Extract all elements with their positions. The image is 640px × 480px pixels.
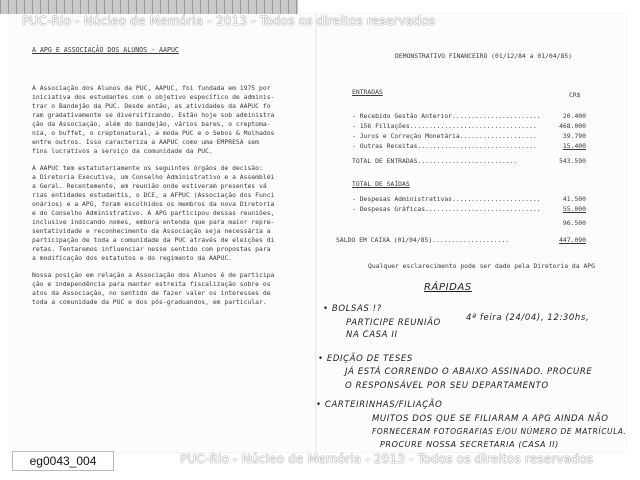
image-id-label: eg0043_004 (12, 451, 114, 471)
ledger-row-value: 39.790 (562, 132, 586, 140)
text-line: retas. Tentaremos influenciar nesse sentido com propostas para (32, 245, 271, 253)
bullet-1-line-1b: 4ª feira (24/04), 12:30hs, (466, 313, 590, 323)
bullet-2-line-2: O RESPONSÁVEL POR SEU DEPARTAMENTO (345, 381, 549, 391)
ledger-row-value: 15.400 (562, 142, 586, 150)
paragraph-2 (32, 164, 274, 263)
ledger-row-label: - Juros e Correção Monetária.................... (352, 132, 537, 140)
total-entradas-label: TOTAL DE ENTRADAS.......................... (352, 157, 518, 165)
ledger-row-label: - Outras Receitas............................... (352, 142, 537, 150)
text-line: A AAPUC tem estatutariamente os seguintes órgãos de decisão: (32, 164, 263, 172)
text-line: nia, o buffet, o creptonatural, a moda PUC e o Sebos & Molhados (32, 129, 275, 137)
note-text: Qualquer esclarecimento pode ser dado pela Diretoria da APG (368, 262, 596, 270)
saldo-value: 447.090 (559, 236, 586, 244)
text-line: participação de toda a comunidade da PUC através de eleições di (32, 236, 275, 244)
ledger-row-value: 41.500 (562, 195, 586, 203)
scan-ruler (0, 0, 298, 14)
section-heading: A APG E ASSOCIAÇÃO DOS ALUNOS - AAPUC (32, 46, 179, 54)
saldo-label: SALDO EM CAIXA (01/04/85).................... (336, 236, 510, 244)
text-line: fins lucrativos a serviço da comunidade da PUC. (32, 147, 213, 155)
text-line: trar o Bandejão da PUC. Desde então, as atividades da AAPUC fo (32, 102, 271, 110)
text-line: a modificação dos estatutos e do regimento da AAPUC. (32, 254, 233, 262)
currency-label: CR$ (569, 91, 581, 99)
left-text-body (32, 84, 274, 315)
watermark-bottom: PUC-Rio - Núcleo de Memória - 2013 - Todos os direitos reservados (180, 452, 594, 466)
ledger-row-label: - Despesas Gráficas.............................. (352, 205, 541, 213)
bullet-3-line-1: MUITOS DOS QUE SE FILIARAM A APG AINDA NÃO (372, 414, 609, 424)
ledger-row-value: 468.000 (559, 122, 586, 130)
paragraph-1 (32, 84, 274, 156)
bullet-3-line-3: PROCURE NOSSA SECRETARIA (CASA II) (380, 440, 559, 449)
text-line: entre outros. Isso caracteriza a AAPUC como uma EMPRESA sem (32, 138, 260, 146)
bullet-1-line-2: NA CASA II (346, 330, 398, 340)
text-line: onários) e a APG, foram escolhidos os membros da nova Diretoria (32, 200, 275, 208)
bullet-3-title: • CARTEIRINHAS/FILIAÇÃO (316, 400, 443, 410)
saidas-label: TOTAL DE SAÍDAS (352, 180, 410, 188)
ledger-row-value: 20.400 (562, 112, 586, 120)
bullet-2-line-1: JÁ ESTÁ CORRENDO O ABAIXO ASSINADO. PROCURE (345, 367, 593, 377)
watermark-top: PUC-Rio - Núcleo de Memória - 2013 - Todos os direitos reservados (22, 14, 436, 28)
ledger-row-label: - Despesas Administrativas....................... (352, 195, 541, 203)
ledger-row-label: - Recebido Gestão Anterior....................... (352, 112, 541, 120)
text-line: e do Conselho Administrativo. A APG participou dessas reuniões, (32, 209, 275, 217)
text-line: Nossa posição em relação a Associação dos Alunos é de participa (32, 271, 275, 279)
financial-title: DEMONSTRATIVO FINANCEIRO (01/12/84 a 01/04/85) (395, 52, 572, 60)
text-line: atos da Associação, no sentido de fazer valer os interesses de (32, 289, 271, 297)
page-fold (315, 14, 317, 452)
text-line: ção e independência para manter estreita fiscalização sobre os (32, 280, 271, 288)
ledger-row-label: - 156 Filiações................................. (352, 122, 537, 130)
text-line: sentatividade e reconhecimento da Associação seja necessária a (32, 227, 271, 235)
text-line: inclusive indicando nomes, embora entenda que para maior repre- (32, 218, 275, 226)
bullet-1-title: • BOLSAS !? (323, 304, 382, 314)
text-line: toda a comunidade da PUC e dos pós-graduandos, em particular. (32, 298, 267, 306)
text-line: rias entidades estudantis, o DCE, a AFPUC (Associação dos Funci (32, 191, 275, 199)
paragraph-3 (32, 271, 274, 307)
ledger-row-value: 55.000 (562, 205, 586, 213)
bullet-1-line-1: PARTICIPE REUNIÃO (346, 318, 441, 328)
text-line: a Diretoria Executiva, um Conselho Administrativo e a Assembléi (32, 173, 275, 181)
total-entradas-value: 543.590 (559, 157, 586, 165)
hand-title: RÁPIDAS (424, 282, 472, 293)
text-line: a Geral. Recentemente, em reunião onde estiveram presentes vá (32, 182, 267, 190)
bullet-3-line-2: FORNECERAM FOTOGRAFIAS E/OU NÚMERO DE MATRÍCULA. (372, 427, 627, 436)
entradas-label: ENTRADAS (352, 88, 383, 96)
bullet-2-title: • EDIÇÃO DE TESES (318, 354, 413, 364)
text-line: A Associação dos Alunos da PUC, AAPUC, foi fundada em 1975 por (32, 84, 271, 92)
text-line: ção da Associação, além do bandejão, vários bares, o creptoma- (32, 120, 271, 128)
text-line: ram gradativamente se diversificando. Estão hoje sob administra (32, 111, 275, 119)
total-saidas-value: 96.500 (562, 219, 586, 227)
text-line: iniciativa dos estudantes com o objetivo específico de adminis- (32, 93, 275, 101)
